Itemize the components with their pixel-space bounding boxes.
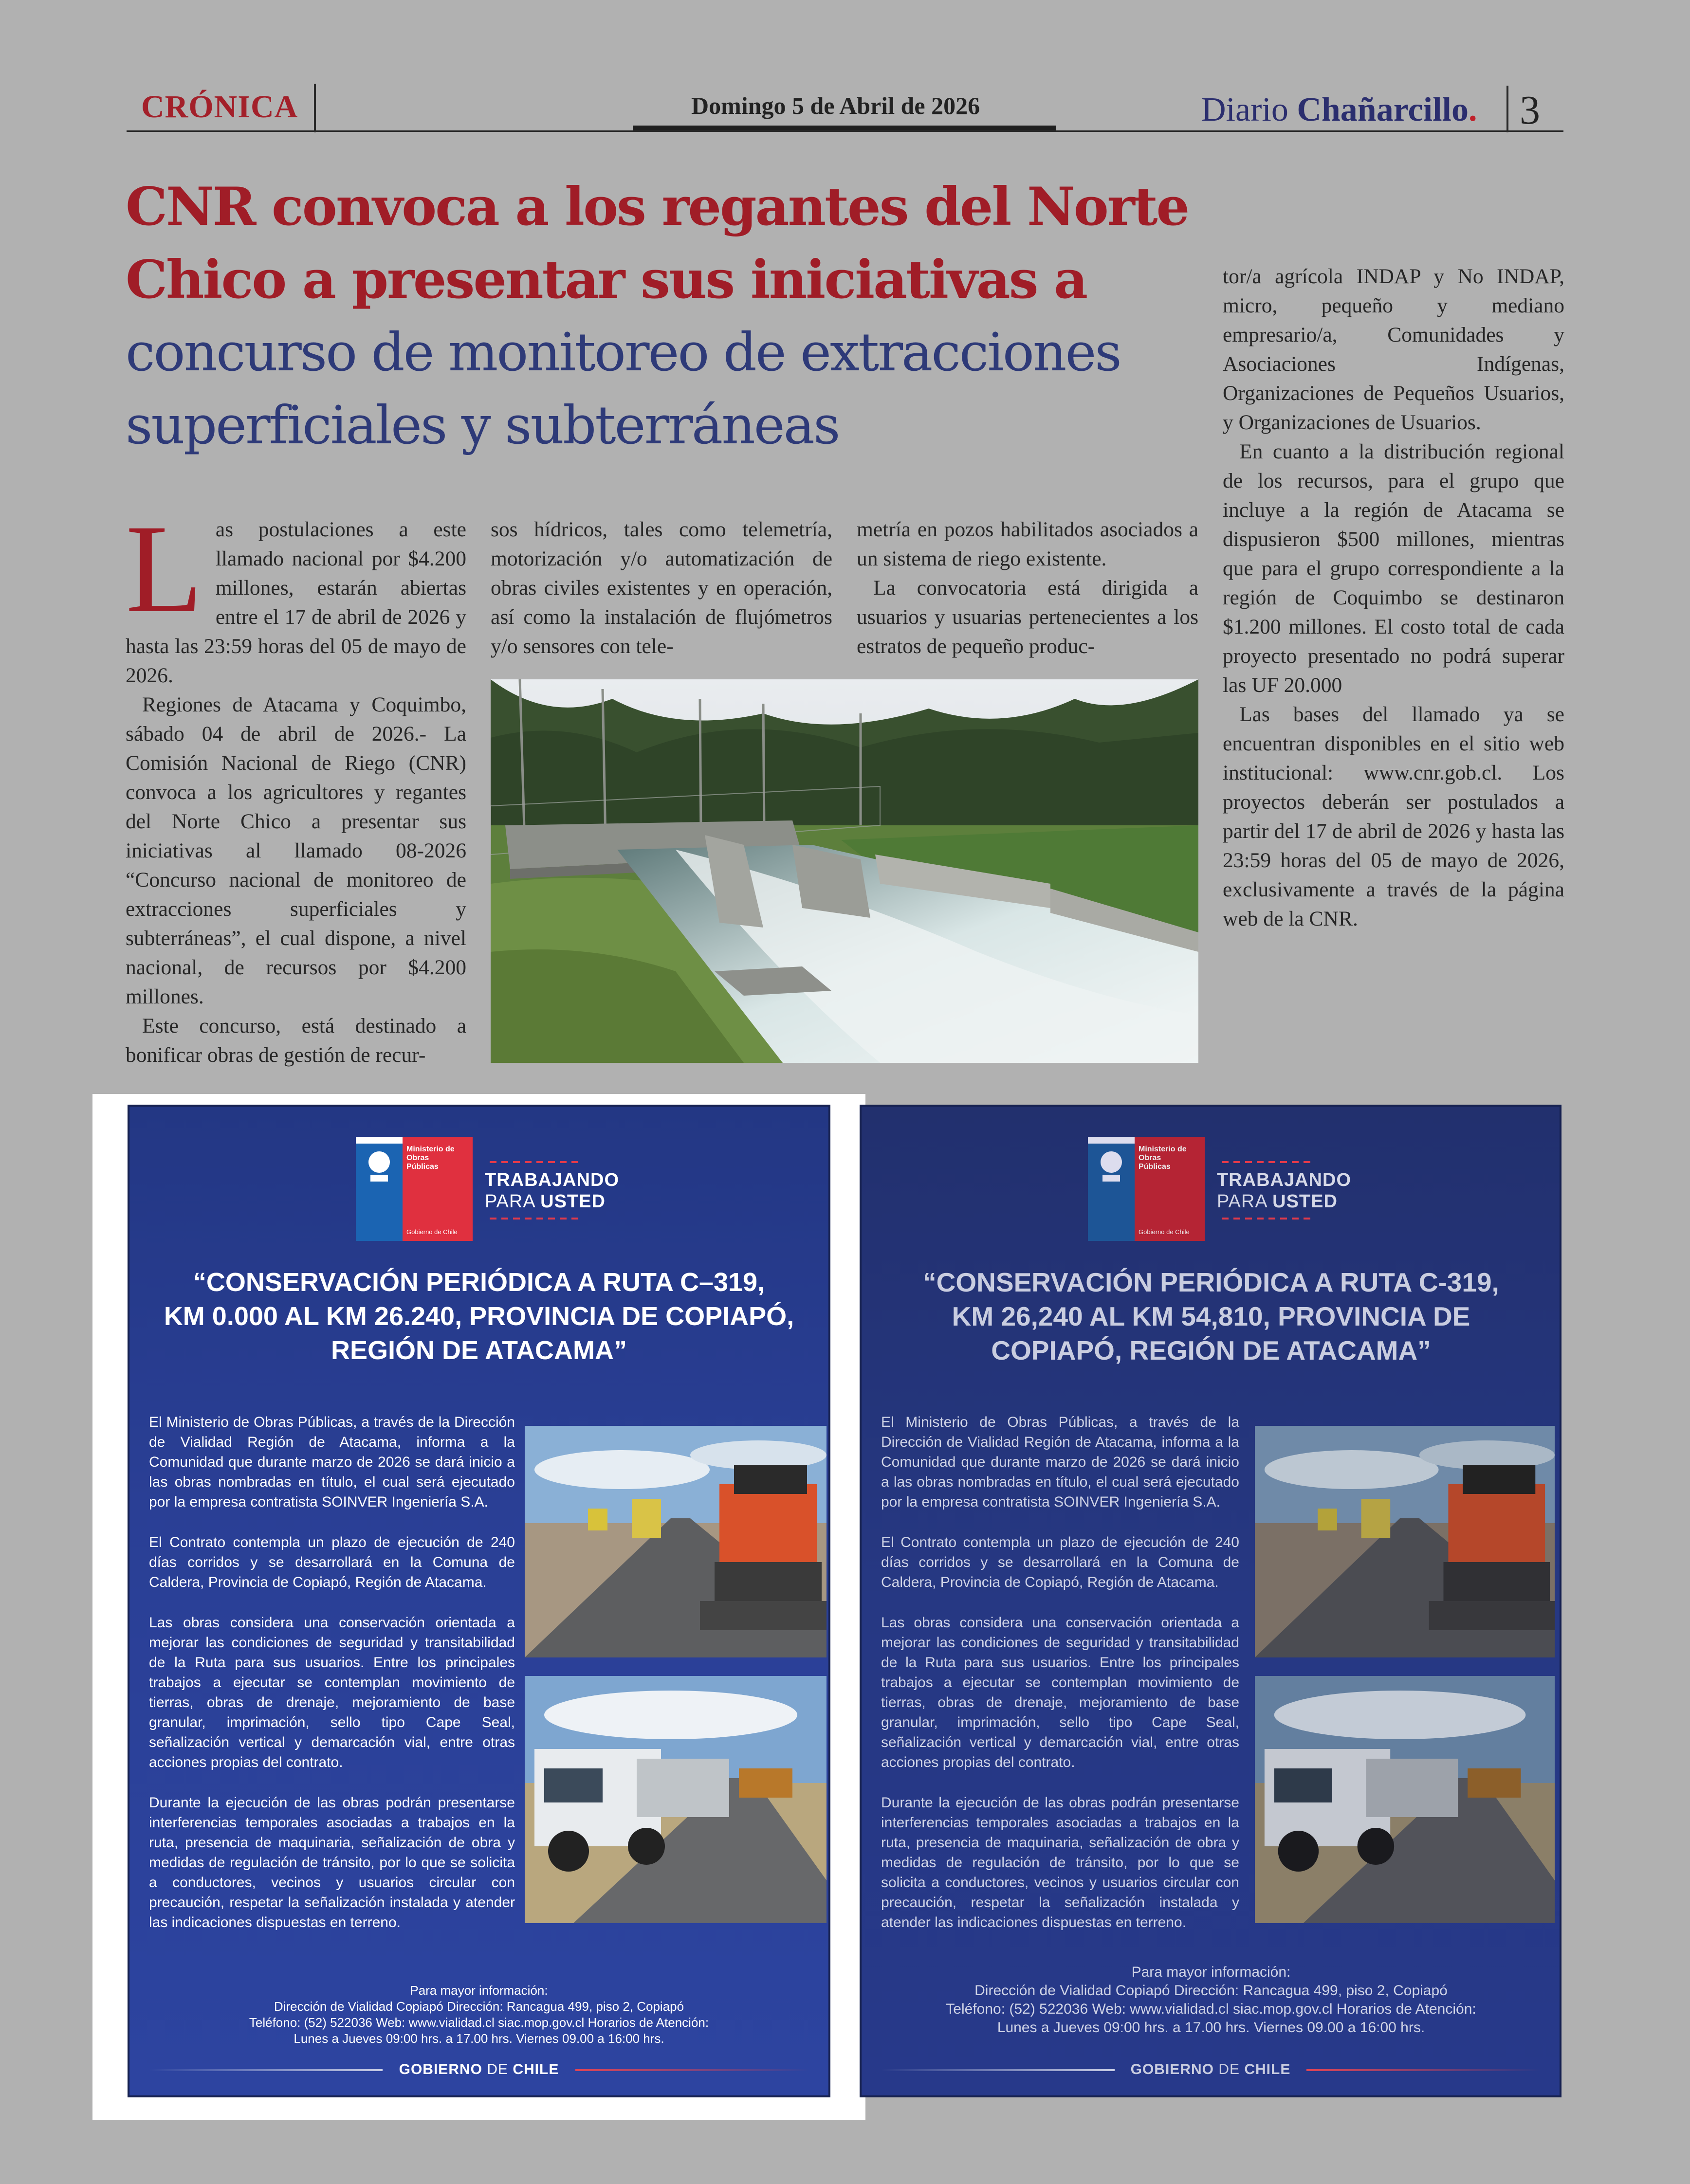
logo-text-3: Públicas: [1139, 1163, 1171, 1171]
notice-paragraph: El Ministerio de Obras Públicas, a través de la Dirección de Vialidad Región de Atacama, informa a la Comunidad que durante marzo de 2026 se dará inicio a las obras nombradas en título, el cual será ejecutado por la empresa contratista SOINVER Ingeniería S.A.: [149, 1414, 515, 1510]
notice-body: [881, 1412, 1239, 1953]
notice-title-line: REGIÓN DE ATACAMA”: [331, 1336, 627, 1365]
tagline-2a: PARA: [1217, 1191, 1273, 1212]
footer-word: GOBIERNO: [1130, 2061, 1219, 2077]
mop-notice-left: [128, 1105, 830, 2097]
notice-title-line: KM 0.000 AL KM 26.240, PROVINCIA DE COPIAPÓ,: [164, 1302, 794, 1331]
article-paragraph: Regiones de Atacama y Coquimbo, sábado 04 de abril de 2026.- La Comisión Nacional de Riego (CNR) convoca a los agricultores y regantes del Norte Chico a presentar sus iniciativas al llamado 08-2026 “Concurso nacional de monitoreo de extracciones superficiales y subterráneas”, el cual dispone, a nivel nacional, de recursos por $4.200 millones.: [126, 693, 466, 1008]
tagline-1: TRABAJANDO: [1217, 1170, 1351, 1190]
notice-paragraph: Durante la ejecución de las obras podrán presentarse interferencias temporales asociadas a trabajos en la ruta, presencia de maquinaria, señalización de obra y medidas de regulación de tránsito, por lo que se solicita a conductores, vecinos y usuarios circular con precaución, respetar la señalización instalada y atender las indicaciones dispuestas en terreno.: [881, 1795, 1239, 1930]
article-paragraph: tor/a agrícola INDAP y No INDAP, micro, pequeño y mediano empresario/a, Comunidades y Asociaciones Indígenas, Organizaciones de Pequeños Usuarios, y Organizaciones de Usuarios.: [1223, 265, 1564, 434]
section-name: CRÓNICA: [141, 89, 298, 125]
notice-paragraph: El Contrato contempla un plazo de ejecución de 240 días corridos y se desarrollará en la Comuna de Caldera, Provincia de Copiapó, Región de Atacama.: [881, 1534, 1239, 1590]
notice-paragraph: Las obras considera una conservación orientada a mejorar las condiciones de seguridad y transitabilidad de la Ruta para sus usuarios. Entre los principales trabajos a ejecutar se contemplan movimiento de tierras, obras de drenaje, mejoramiento de base granular, imprimación, sello tipo Cape Seal, señalización vertical y demarcación vial, entre otras acciones propias del contrato.: [149, 1615, 515, 1770]
footer-word: GOBIERNO: [399, 2061, 487, 2077]
mop-notice-right: [860, 1105, 1561, 2097]
info-line: Dirección de Vialidad Copiapó Dirección: Rancagua 499, piso 2, Copiapó: [974, 1983, 1448, 1999]
notice-title-line: “CONSERVACIÓN PERIÓDICA A RUTA C–319,: [193, 1268, 765, 1297]
roadwork-photo-roller: [1255, 1426, 1555, 1657]
info-line: Teléfono: (52) 522036 Web: www.vialidad.cl siac.mop.gov.cl Horarios de Atención:: [946, 2001, 1476, 2017]
article-paragraph: sos hídricos, tales como telemetría, motorización y/o automatización de obras civiles existentes y en operación, así como la instalación de flujómetros y/o sensores con tele-: [491, 518, 832, 658]
header-rule: [127, 130, 1563, 132]
tagline-2a: PARA: [485, 1191, 541, 1212]
page-divider: [1506, 86, 1508, 132]
headline-line-2: Chico a presentar sus iniciativas a: [126, 249, 1087, 310]
logo-text-2: Obras: [1139, 1154, 1161, 1162]
notice-paragraph: Las obras considera una conservación orientada a mejorar las condiciones de seguridad y transitabilidad de la Ruta para sus usuarios. Entre los principales trabajos a ejecutar se contemplan movimiento de tierras, obras de drenaje, mejoramiento de base granular, imprimación, sello tipo Cape Seal, señalización vertical y demarcación vial, entre otras acciones propias del contrato.: [881, 1615, 1239, 1770]
logo-text-2: Obras: [406, 1154, 429, 1162]
header-divider: [314, 84, 316, 132]
ministry-logo: [1088, 1137, 1205, 1241]
info-line: Para mayor información:: [1131, 1964, 1291, 1980]
tagline-2b: USTED: [540, 1191, 606, 1212]
article-column-3: [857, 515, 1198, 661]
headline-line-3: concurso de monitoreo de extracciones: [126, 322, 1121, 383]
tagline-2: [485, 1191, 606, 1212]
info-line: Para mayor información:: [410, 1983, 548, 1998]
notice-title-line: COPIAPÓ, REGIÓN DE ATACAMA”: [991, 1335, 1431, 1365]
notice-title-line: “CONSERVACIÓN PERIÓDICA A RUTA C-319,: [923, 1267, 1499, 1297]
newspaper-prefix: Diario: [1201, 91, 1297, 128]
notice-paragraph: Durante la ejecución de las obras podrán presentarse interferencias temporales asociadas a trabajos en la ruta, presencia de maquinaria, señalización de obra y medidas de regulación de tránsito, por lo que se solicita a conductores, vecinos y usuarios circular con precaución, respetar la señalización instalada y atender las indicaciones dispuestas en terreno.: [149, 1795, 515, 1930]
contact-info: [881, 1963, 1541, 2037]
footer-gobierno: [862, 2061, 1560, 2078]
article-paragraph: La convocatoria está dirigida a usuarios y usuarias pertenecientes a los estratos de pequeño produc-: [857, 576, 1198, 658]
info-line: Lunes a Jueves 09:00 hrs. a 17.00 hrs. Viernes 09.00 a 16:00 hrs.: [294, 2031, 664, 2046]
article-column-1: [126, 499, 466, 1070]
newspaper-name: [1201, 91, 1477, 129]
logo-text-1: Ministerio de: [1139, 1145, 1187, 1153]
roadwork-photo-roller: [525, 1426, 827, 1657]
article-paragraph: Este concurso, está destinado a bonificar obras de gestión de recur-: [126, 1014, 466, 1067]
notice-paragraph: El Ministerio de Obras Públicas, a través de la Dirección de Vialidad Región de Atacama, informa a la Comunidad que durante marzo de 2026 se dará inicio a las obras nombradas en título, el cual será ejecutado por la empresa contratista SOINVER Ingeniería S.A.: [881, 1414, 1239, 1510]
roadwork-photo-truck: [525, 1676, 827, 1923]
contact-info: [149, 1983, 809, 2047]
article-paragraph: En cuanto a la distribución regional de los recursos, para el grupo que incluye a la región de Atacama se dispusieron $500 millones, mientras que para el grupo correspondiente a la región de Coquimbo se destinaron $1.200 millones. El costo total de cada proyecto presentado no podrá superar las UF 20.000: [1223, 440, 1564, 697]
tagline-dash: [1222, 1161, 1314, 1163]
notice-title-line: KM 26,240 AL KM 54,810, PROVINCIA DE: [952, 1301, 1470, 1331]
tagline-dash: [490, 1161, 582, 1163]
tagline-dash: [1222, 1218, 1314, 1219]
logo-text-3: Públicas: [406, 1163, 439, 1171]
footer-word: DE: [487, 2061, 513, 2077]
headline-line-1: CNR convoca a los regantes del Norte: [126, 176, 1189, 237]
notice-title: [881, 1265, 1541, 1367]
tagline-dash: [490, 1218, 582, 1219]
headline: [126, 170, 1211, 462]
footer-word: CHILE: [513, 2061, 559, 2077]
notice-paragraph: El Contrato contempla un plazo de ejecución de 240 días corridos y se desarrollará en la Comuna de Caldera, Provincia de Copiapó, Región de Atacama.: [149, 1534, 515, 1590]
article-paragraph: as postulaciones a este llamado nacional por $4.200 millones, estarán abiertas entre el 17 de abril de 2026 y hasta las 23:59 horas del 05 de mayo de 2026.: [126, 518, 466, 687]
newspaper-dot: .: [1468, 91, 1477, 128]
info-line: Lunes a Jueves 09:00 hrs. a 17.00 hrs. Viernes 09.00 a 16:00 hrs.: [997, 2020, 1425, 2036]
logo-text-1: Ministerio de: [406, 1145, 455, 1153]
tagline-1: TRABAJANDO: [485, 1170, 619, 1190]
notice-body: [149, 1412, 515, 1953]
notice-title: [149, 1265, 809, 1367]
drop-cap: L: [126, 499, 203, 639]
newspaper-title: Chañarcillo: [1297, 91, 1469, 128]
headline-line-4: superficiales y subterráneas: [126, 395, 839, 456]
footer-gobierno: [129, 2061, 828, 2078]
logo-gobierno: Gobierno de Chile: [1139, 1228, 1190, 1236]
info-line: Teléfono: (52) 522036 Web: www.vialidad.cl siac.mop.gov.cl Horarios de Atención:: [249, 2015, 709, 2030]
ministry-logo: [356, 1137, 473, 1241]
footer-word: DE: [1218, 2061, 1245, 2077]
info-line: Dirección de Vialidad Copiapó Dirección: Rancagua 499, piso 2, Copiapó: [274, 1999, 684, 2014]
issue-date: Domingo 5 de Abril de 2026: [691, 92, 980, 119]
article-paragraph: metría en pozos habilitados asociados a un sistema de riego existente.: [857, 518, 1198, 570]
roadwork-photo-truck: [1255, 1676, 1555, 1923]
footer-word: CHILE: [1244, 2061, 1291, 2077]
article-paragraph: Las bases del llamado ya se encuentran disponibles en el sitio web institucional: www.cnr.gob.cl. Los proyectos deberán ser postulados a partir del 17 de abril de 2026 y hasta las 23:59 horas del 05 de mayo de 2026, exclusivamente a través de la página web de la CNR.: [1223, 703, 1564, 930]
article-column-2: [491, 515, 832, 661]
page-number: 3: [1520, 88, 1540, 133]
tagline-2b: USTED: [1272, 1191, 1338, 1212]
article-column-4: [1223, 262, 1564, 933]
irrigation-canal-photo: [491, 679, 1198, 1063]
logo-gobierno: Gobierno de Chile: [406, 1228, 458, 1236]
tagline-2: [1217, 1191, 1338, 1212]
